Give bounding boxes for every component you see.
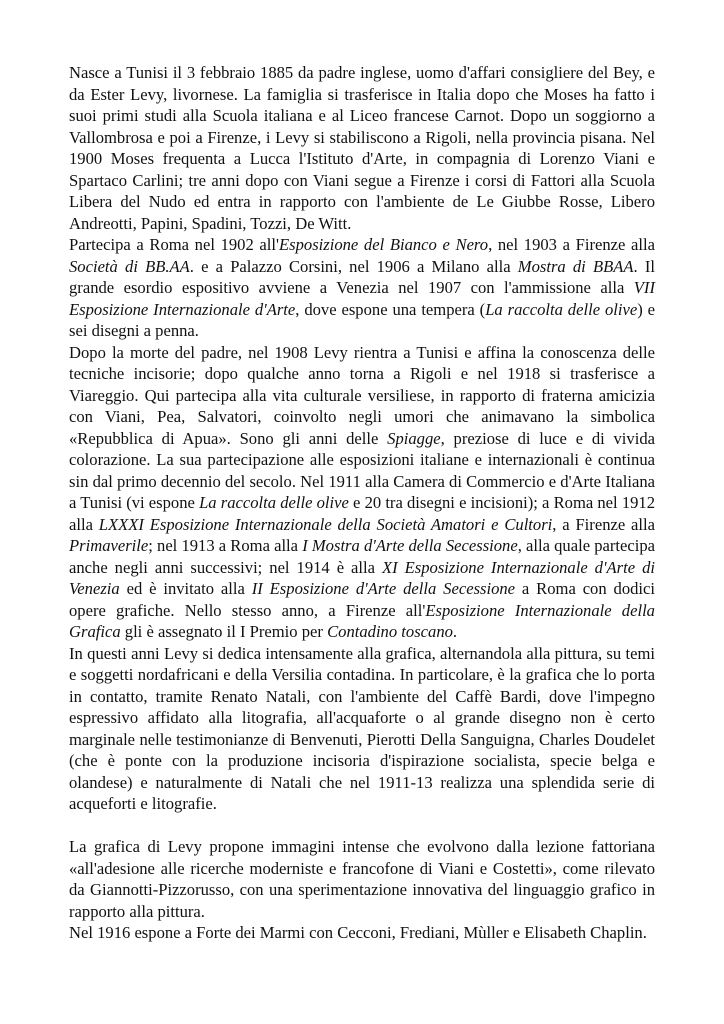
italic-title-text: La raccolta delle olive xyxy=(485,299,638,319)
body-text-run: In questi anni Levy si dedica intensamente alla grafica, alternandola alla pittura, su temi e soggetti nordafricani e della Versilia contadina. In particolare, è la grafica che lo porta in contatto, tramite Renato Natali, con l'ambiente del Caffè Bardi, dove l'impegno espressivo affidato alla litografia, all'acquaforte o al grande disegno non è certo marginale nelle testimonianze di Benvenuti, Pierotti Della Sanguigna, Charles Doudelet (che è ponte con la produzione incisoria d'ispirazione socialista, specie belga e olandese) e naturalmente di Natali che nel 1911-13 realizza una splendida serie di acqueforti e litografie. xyxy=(69,643,655,813)
body-text-run: Dopo la morte del padre, nel 1908 Levy rientra a Tunisi e affina la conoscenza delle tecniche incisorie; dopo qualche anno torna a Rigoli e nel 1918 si trasferisce a Viareggio. Qui partecipa alla vita culturale versiliese, in rapporto di fraterna amicizia con Viani, Pea, Salvatori, coinvolto negli umori che animavano la simbolica «Repubblica di Apua». Sono gli anni delle xyxy=(69,342,655,448)
italic-title-text: Primaverile xyxy=(69,536,149,555)
italic-title-text: I Mostra d'Arte della Secessione xyxy=(302,536,518,555)
italic-title-text: LXXXI Esposizione Internazionale della Società Amatori e Cultori xyxy=(98,514,553,534)
paragraph-graphic-evolution xyxy=(69,836,655,922)
document-page xyxy=(69,62,655,944)
body-text-run: ; nel 1913 a Roma alla xyxy=(148,536,303,555)
body-text-run: , preziose di luce e di vivida colorazione. La sua partecipazione alle esposizioni italiane e internazionali è continua sin dal primo decennio del secolo. Nel 1911 alla Camera di Commercio e d'Arte Italiana a Tunisi (vi espone xyxy=(69,428,655,512)
body-text-run: ) e sei disegni a penna. xyxy=(69,299,655,340)
italic-title-text: Mostra di BBAA xyxy=(517,256,634,276)
paragraph-early-exhibitions xyxy=(69,234,655,342)
body-text-run: Nel 1916 espone a Forte dei Marmi con Cecconi, Frediani, Mùller e Elisabeth Chaplin. xyxy=(69,923,647,942)
body-text-run: Partecipa a Roma nel 1902 all' xyxy=(69,235,279,254)
body-text-run: La grafica di Levy propone immagini intense che evolvono dalla lezione fattoriana «all'adesione alle ricerche moderniste e francofone di Viani e Costetti», come rilevato da Giannotti-Pizzorusso, con una sperimentazione innovativa del linguaggio grafico in rapporto alla pittura. xyxy=(69,837,655,921)
body-text-run: , a Firenze alla xyxy=(552,514,655,534)
italic-title-text: II Esposizione d'Arte della Secessione xyxy=(251,579,516,598)
body-text-run: ed è invitato alla xyxy=(119,579,252,598)
italic-title-text: VII Esposizione Internazionale d'Arte xyxy=(69,278,655,319)
body-text-run: Nasce a Tunisi il 3 febbraio 1885 da padre inglese, uomo d'affari consigliere del Bey, e da Ester Levy, livornese. La famiglia si trasferisce in Italia dopo che Moses ha fatto i suoi primi studi alla Scuola italiana e al Liceo francese Carnot. Dopo un soggiorno a Vallombrosa e poi a Firenze, i Levy si stabiliscono a Rigoli, nella provincia pisana. Nel 1900 Moses frequenta a Lucca l'Istituto d'Arte, in compagnia di Lorenzo Viani e Spartaco Carlini; tre anni dopo con Viani segue a Firenze i corsi di Fattori alla Scuola Libera del Nudo ed entra in rapporto con l'ambiente de Le Giubbe Rosse, Libero Andreotti, Papini, Spadini, Tozzi, De Witt. xyxy=(69,63,655,233)
body-text-run: . e a Palazzo Corsini, nel 1906 a Milano alla xyxy=(189,256,518,276)
body-text-run: , dove espone una tempera ( xyxy=(295,299,486,319)
body-text-run: e 20 tra disegni e incisioni); a Roma nel 1912 alla xyxy=(69,493,656,534)
paragraph-forte-dei-marmi xyxy=(69,922,655,944)
paragraph-graphic-work xyxy=(69,643,655,815)
italic-title-text: Esposizione del Bianco e Nero xyxy=(279,235,489,254)
italic-title-text: Contadino toscano xyxy=(327,622,453,641)
paragraph-biography-intro xyxy=(69,62,655,234)
italic-title-text: XI Esposizione Internazionale d'Arte di Venezia xyxy=(69,557,655,598)
body-text-run: , nel 1903 a Firenze alla xyxy=(488,235,655,254)
body-text-run: . Il grande esordio espositivo avviene a Venezia nel 1907 con l'ammissione alla xyxy=(69,256,655,297)
body-text-run: gli è assegnato il I Premio per xyxy=(120,622,328,641)
body-text-run: . xyxy=(452,622,458,641)
italic-title-text: Spiagge xyxy=(387,428,441,448)
italic-title-text: Esposizione Internazionale della Grafica xyxy=(69,600,655,641)
body-text-run: , alla quale partecipa anche negli anni successivi; nel 1914 è alla xyxy=(69,536,656,577)
italic-title-text: La raccolta delle olive xyxy=(199,493,349,512)
body-text-run: a Roma con dodici opere grafiche. Nello stesso anno, a Firenze all' xyxy=(69,579,655,620)
paragraph-tunisi-viareggio xyxy=(69,342,655,643)
italic-title-text: Società di BB.AA xyxy=(69,256,190,276)
